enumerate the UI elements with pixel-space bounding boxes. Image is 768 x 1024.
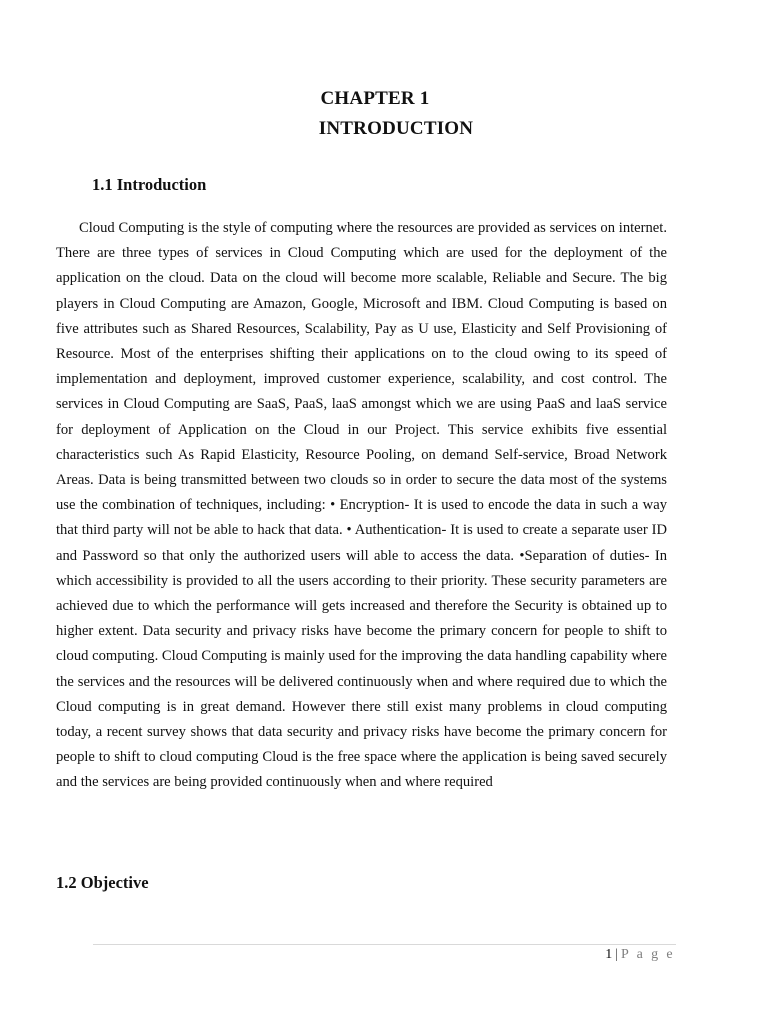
chapter-label: CHAPTER 1 <box>320 88 430 109</box>
page-number: 1 <box>605 947 613 962</box>
chapter-heading <box>0 88 768 140</box>
section-heading-objective: 1.2 Objective <box>56 873 149 892</box>
section-heading-introduction: 1.1 Introduction <box>92 175 207 194</box>
footer-separator: | <box>615 947 618 962</box>
page-label: P a g e <box>621 947 675 962</box>
footer-divider <box>93 944 676 945</box>
page-footer <box>605 946 675 964</box>
chapter-title: INTRODUCTION <box>318 118 474 139</box>
introduction-paragraph: Cloud Computing is the style of computing where the resources are provided as services on internet. There are three types of services in Cloud Computing which are used for the deployment of the application on the cloud. Data on the cloud will become more scalable, Reliable and Secure. The big players in Cloud Computing are Amazon, Google, Microsoft and IBM. Cloud Computing is based on five attributes such as Shared Resources, Scalability, Pay as U use, Elasticity and Self Provisioning of Resource. Most of the enterprises shifting their applications on to the cloud owing to its speed of implementation and deployment, improved customer experience, scalability, and cost control. The services in Cloud Computing are SaaS, PaaS, laaS amongst which we are using PaaS and laaS service for deployment of Application on the Cloud in our Project. This service exhibits five essential characteristics such As Rapid Elasticity, Resource Pooling, on demand Self-service, Broad Network Areas. Data is being transmitted between two clouds so in order to secure the data most of the systems use the combination of techniques, including: • Encryption- It is used to encode the data in such a way that third party will not be able to hack that data. • Authentication- It is used to create a separate user ID and Password so that only the authorized users will able to access the data. •Separation of duties- In which accessibility is provided to all the users according to their priority. These security parameters are achieved due to which the performance will gets increased and therefore the Security is obtained up to higher extent. Data security and privacy risks have become the primary concern for people to shift to cloud computing. Cloud Computing is mainly used for the improving the data handling capability where the services and the resources will be delivered continuously when and where required due to which the Cloud computing is in great demand. However there still exist many problems in cloud computing today, a recent survey shows that data security and privacy risks have become the primary concern for people to shift to cloud computing Cloud is the free space where the application is being saved securely and the services are being provided continuously when and where required <box>56 220 667 791</box>
